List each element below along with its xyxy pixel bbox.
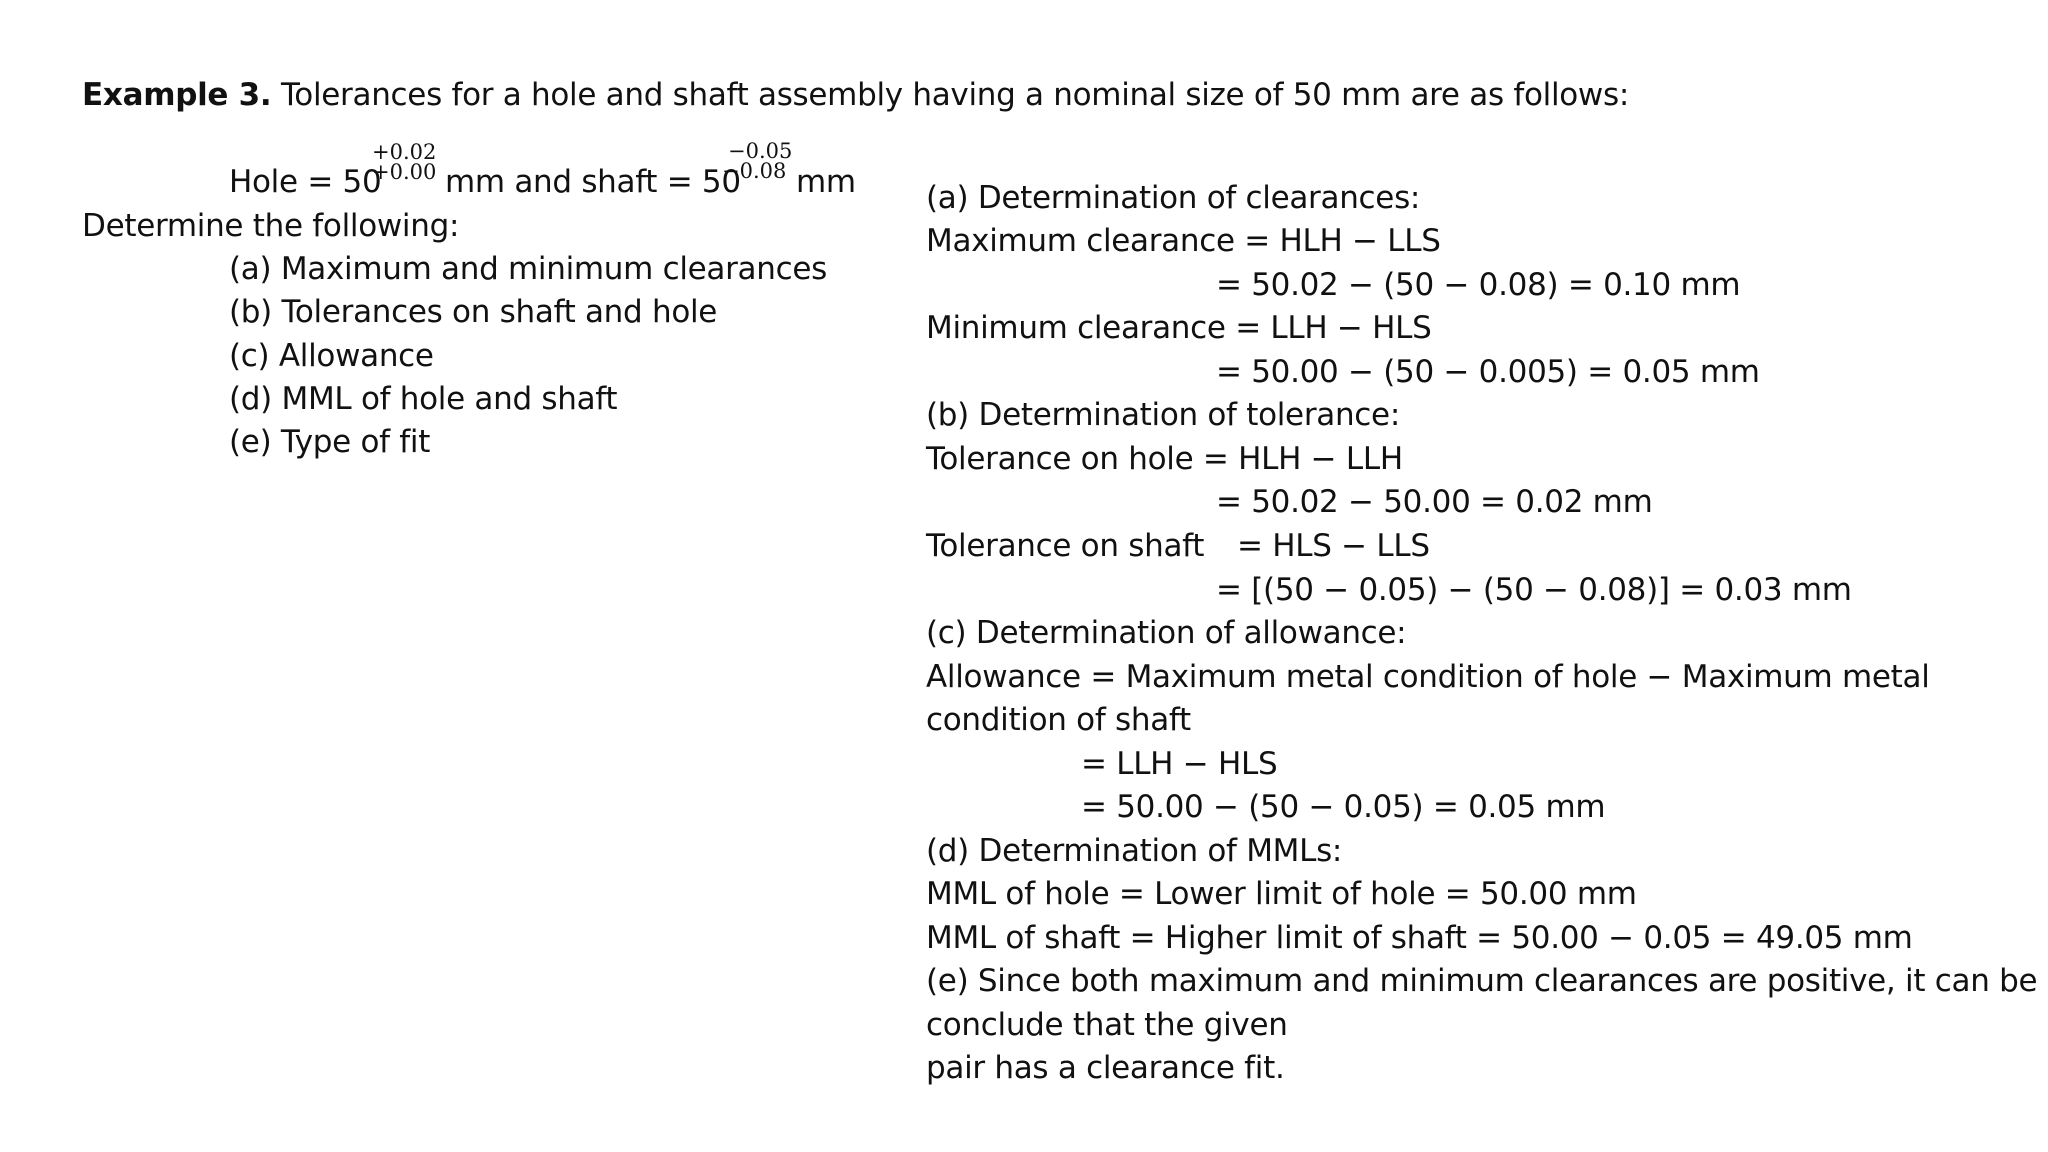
example-label: Example 3. [82, 77, 272, 113]
tolerance-hole-formula: Tolerance on hole = HLH − LLH [926, 441, 1403, 477]
example-intro: Tolerances for a hole and shaft assembly having a nominal size of 50 mm are as follows: [280, 77, 1629, 113]
determine-item-a: (a) Maximum and minimum clearances [229, 251, 827, 287]
tolerance-shaft-calc: = [(50 − 0.05) − (50 − 0.08)] = 0.03 mm [1216, 572, 1852, 608]
hole-prefix: Hole = 50 [229, 164, 382, 200]
solution-e-line2: conclude that the given [926, 1007, 1288, 1043]
allowance-formula: = LLH − HLS [1081, 746, 1278, 782]
allowance-definition-line1: Allowance = Maximum metal condition of hole − Maximum metal [926, 659, 1930, 695]
determine-item-c: (c) Allowance [229, 338, 434, 374]
solution-c-heading: (c) Determination of allowance: [926, 615, 1407, 651]
mml-shaft: MML of shaft = Higher limit of shaft = 50.00 − 0.05 = 49.05 mm [926, 920, 1913, 956]
shaft-upper-deviation: −0.05 [728, 139, 793, 163]
determine-title: Determine the following: [82, 208, 460, 244]
hole-lower-deviation: +0.00 [372, 160, 437, 184]
given-unit: mm [796, 164, 856, 200]
min-clearance-calc: = 50.00 − (50 − 0.005) = 0.05 mm [1216, 354, 1760, 390]
max-clearance-calc: = 50.02 − (50 − 0.08) = 0.10 mm [1216, 267, 1741, 303]
given-middle-text: mm and shaft = 50 [445, 164, 741, 200]
tolerance-hole-calc: = 50.02 − 50.00 = 0.02 mm [1216, 484, 1653, 520]
solution-d-heading: (d) Determination of MMLs: [926, 833, 1343, 869]
solution-b-heading: (b) Determination of tolerance: [926, 397, 1400, 433]
max-clearance-formula: Maximum clearance = HLH − LLS [926, 223, 1441, 259]
hole-upper-deviation: +0.02 [372, 140, 437, 164]
determine-item-d: (d) MML of hole and shaft [229, 381, 618, 417]
mml-hole: MML of hole = Lower limit of hole = 50.00 mm [926, 876, 1637, 912]
tolerance-shaft-label: Tolerance on shaft [926, 528, 1205, 564]
solution-a-heading: (a) Determination of clearances: [926, 180, 1421, 216]
determine-item-e: (e) Type of fit [229, 424, 431, 460]
shaft-lower-deviation: −0.08 [722, 159, 787, 183]
tolerance-shaft-formula: = HLS − LLS [1237, 528, 1430, 564]
example-title [82, 76, 1629, 114]
allowance-calc: = 50.00 − (50 − 0.05) = 0.05 mm [1081, 789, 1606, 825]
allowance-definition-line2: condition of shaft [926, 702, 1191, 738]
solution-e-line3: pair has a clearance fit. [926, 1050, 1285, 1086]
min-clearance-formula: Minimum clearance = LLH − HLS [926, 310, 1432, 346]
solution-e-line1: (e) Since both maximum and minimum clearances are positive, it can be [926, 963, 2038, 999]
determine-item-b: (b) Tolerances on shaft and hole [229, 294, 718, 330]
